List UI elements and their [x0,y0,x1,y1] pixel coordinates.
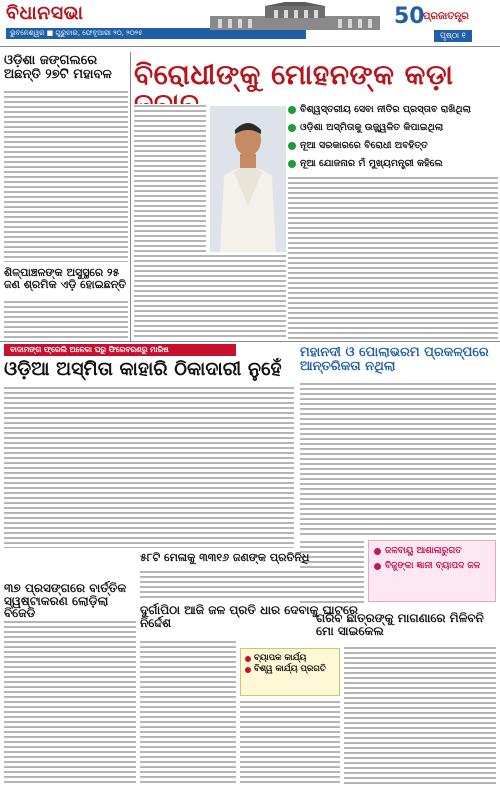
chief-minister-photo [210,106,286,252]
bullet-dot-icon [245,667,251,673]
section-title: ବିଧାନସଭା [6,2,84,24]
column-rule [130,52,131,342]
lead-bullet: ଓଡ଼ିଶା ଅସ୍ମିତାକୁ ଉଜ୍ଜ୍ୱଳିତ କିପାଇଥିଲା [288,120,498,135]
lead-bullet: ବିଶ୍ୱସ୍ତରୀୟ ସେବା ନୀତିର ପ୍ରସ୍ତାବ ରାଖିଥିଲା [288,102,498,117]
bicycle-article-text [344,646,496,784]
highlight-box [368,540,496,602]
bullet-dot-icon [288,160,296,168]
bjd-article-text [4,620,136,784]
bullet-dot-icon [245,656,251,662]
sidebar-article-text [4,90,128,262]
mahanadi-article-text [300,382,496,536]
durgapitha-headline: ଦୁର୍ଗାପିଠା ଆଜି ଜଳ ପ୍ରତି ଧାର ଦେବାକୁ ଘାଟରେ ନିର୍ଦ୍ଦେଶ [140,603,358,630]
lead-bullet-list [288,102,498,174]
masthead-rule [0,46,500,47]
masthead [0,0,500,48]
odia-asmita-headline: ଓଡ଼ିଆ ଅସ୍ମିତା କାହାରି ଠିକାଦାରୀ ନୁହେଁ [4,358,282,380]
anniversary-logo: 50 [394,4,425,29]
bullet-dot-icon [288,106,296,114]
sidebar-headline-workers: ଶିଳ୍ପାଞ୍ଚଳଙ୍କ ଅସୁସ୍ଥରେ ୨୫ ଜଣ ଶ୍ରମିକ ଏଡ଼ି ହୋଇଛନ୍ତି [4,266,127,291]
highlight-item: ଜଳବାୟୁ ଆଶାଳାରୁଗତ [374,545,490,557]
lead-text-col2 [134,254,286,340]
sidebar-article2-text [4,300,128,340]
lead-bullet: ନୂଆ ଯୋଜନାର ମଁ ମୁଖ୍ୟମନ୍ତ୍ରୀ କହିଲେ [288,156,498,171]
dateline: ଭୁବନେଶ୍ୱର ■ ଗୁରୁବାର, ଫେବୃଆରୀ ୨୦, ୨୦୨୫ [6,28,306,39]
bicycle-headline: ଗରିବ ଛାତ୍ରଙ୍କୁ ମାଗଣାରେ ମିଳିବନି ମୋ ସାଇକେଲ [316,611,484,638]
section-rule [0,341,500,342]
highlight-item: ବିଜୁଙ୍କା ଜ୍ଞାନୀ ବ୍ୟାପଦ ଜଳ [374,560,490,572]
bjd-headline: ୩୭ ପ୍ରସଙ୍ଗରେ ବାର୍ତ୍ତିକ ସ୍ୱଷ୍ଟାକରଣ ଲୋଡ଼ିଲା ବିଜେଡି [4,581,127,621]
paper-name: ପ୍ରଜାତନ୍ତ୍ର [423,11,469,22]
durgapitha-article-text2 [240,700,340,784]
mahanadi-headline: ମହାନଦୀ ଓ ପୋଲାଭରମ ପ୍ରକଳ୍ପରେ ଆନ୍ତରିକତା ନଥିଲା [300,345,489,374]
sub-highlight-item: ବିଶ୍ୱ କାର୍ଯ୍ୟ ପ୍ରଗତି [245,664,335,675]
bullet-dot-icon [288,124,296,132]
bullet-dot-icon [288,142,296,150]
kicker-strip: ବାଦାମଙ୍ଗ ଫ୍ରେଲି ଅଳେକା ଘରୁ ଫିରେବରଣରୁ ମାରିଷ [4,344,236,356]
sidebar-headline-tigers: ଓଡ଼ିଶା ଜଙ୍ଗଲରେ ଅଛନ୍ତି ୨୭ଟି ମହାବଳ [4,53,112,82]
assembly-building-image [210,2,380,32]
lead-headline: ବିରୋଧୀଙ୍କୁ ମୋହନଙ୍କ କଡ଼ା [134,58,454,91]
lead-text-right [288,176,498,340]
page-number: ପୃଷ୍ଠା ୧ [434,30,472,42]
sub-highlight-item: ବ୍ୟାପକ କାର୍ଯ୍ୟ [245,653,335,664]
fair-article-text [140,570,314,600]
odia-article-text [4,386,294,548]
lead-bullet: ନୂଆ ସରକାରରେ ବିରୋଧୀ ଅବହିତ୍ତ [288,138,498,153]
fair-headline: ୫୮ଟି ମେଳାକୁ ୩୩୧୬ ଜଣଙ୍କ ପ୍ରତିନିଧି [140,551,310,564]
sub-highlight-box [240,648,340,696]
bullet-dot-icon [374,563,381,570]
bullet-dot-icon [374,548,381,555]
durgapitha-article-text [140,640,236,784]
